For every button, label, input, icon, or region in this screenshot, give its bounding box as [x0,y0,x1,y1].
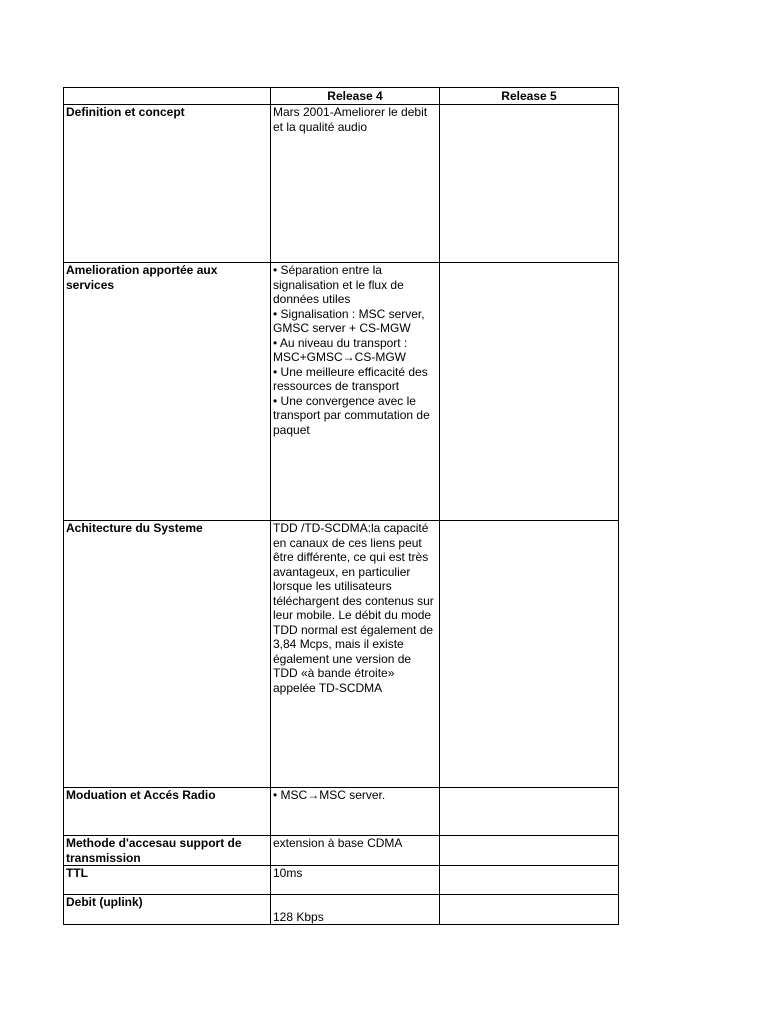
row-label: Methode d'accesau support de transmission [64,836,271,866]
release-5-cell [440,836,619,866]
release-4-cell: • Séparation entre la signalisation et le flux de données utiles • Signalisation : MSC server, GMSC server + CS-MGW • Au niveau du transport : MSC+GMSC→CS-MGW • Une meilleure efficacité des ressources de transport • Une convergence avec le transport par commutation de paquet [271,263,440,521]
release-4-cell: extension à base CDMA [271,836,440,866]
header-release-5: Release 5 [440,88,619,105]
release-5-cell [440,105,619,263]
table-row [64,866,619,895]
row-label: Amelioration apportée aux services [64,263,271,521]
release-5-cell [440,866,619,895]
row-label: Debit (uplink) [64,895,271,925]
release-4-cell: Mars 2001-Ameliorer le debit et la qualité audio [271,105,440,263]
table-row [64,263,619,521]
release-5-cell [440,895,619,925]
release-4-cell: • MSC→MSC server. [271,788,440,836]
header-empty [64,88,271,105]
row-label: Achitecture du Systeme [64,521,271,788]
release-5-cell [440,788,619,836]
row-label: Moduation et Accés Radio [64,788,271,836]
header-release-4: Release 4 [271,88,440,105]
table-row [64,105,619,263]
table-row [64,836,619,866]
release-5-cell [440,263,619,521]
release-4-cell: 10ms [271,866,440,895]
header-row [64,88,619,105]
row-label: Definition et concept [64,105,271,263]
release-4-cell: TDD /TD-SCDMA:la capacité en canaux de ces liens peut être différente, ce qui est très avantageux, en particulier lorsque les utilisateurs téléchargent des contenus sur leur mobile. Le débit du mode TDD normal est également de 3,84 Mcps, mais il existe également une version de TDD «à bande étroite» appelée TD-SCDMA [271,521,440,788]
table-row [64,521,619,788]
release-4-cell: 128 Kbps [271,895,440,925]
table-row [64,895,619,925]
comparison-table [63,87,619,925]
row-label: TTL [64,866,271,895]
table-row [64,788,619,836]
release-5-cell [440,521,619,788]
